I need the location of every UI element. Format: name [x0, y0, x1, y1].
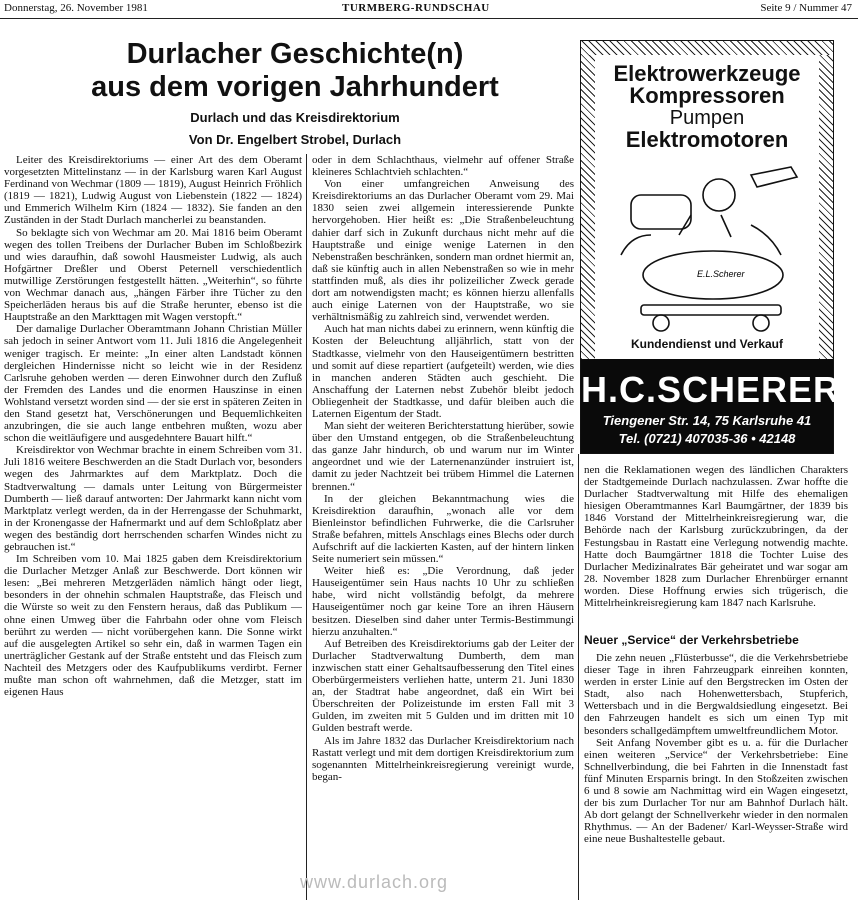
advertisement [580, 40, 841, 454]
page-header [0, 0, 858, 19]
ad-service: Kundendienst und Verkauf [630, 337, 783, 351]
paragraph: oder in dem Schlachthaus, vielmehr auf offener Straße kleineres Schlachtvieh schlachten.“ [312, 154, 574, 179]
ad-line-2: Kompressoren [629, 83, 785, 108]
news-headline: Neuer „Service“ der Verkehrsbetriebe [584, 633, 799, 647]
paragraph: So beklagte sich von Wechmar am 20. Mai 1816 beim Oberamt wegen des tollen Treibens der Durlacher Buben im Schloßbezirk und wies daraufhin, daß sowohl Hausmeister Ludwig, als auch Hofgärtner Dreßler und Oberst Peternell verschiedentlich mutwillige Zerstörungen festgestellt hätten. „Weiterhin“, so führte von Wechmar danach aus, „hängen Färber ihre Tücher zu den Speicherläden heraus bis auf die Straße herunter, ebenso ist die Hauptstraße an den Markttagen mit Wagen verstopft.“ [4, 226, 302, 324]
paragraph: Auch hat man nichts dabei zu erinnern, wenn künftig die Kosten der Beleuchtung alljährlich, statt von der Stadtkasse, vielmehr von den Hauseigentümern bestritten und somit auf diese repartiert (aufgeteilt) werden, wie dies in manchen anderen Städten auch geschieht. Die Anschaffung der Laternen nebst Zubehör bleibt jedoch Obliegenheit der Stadtkasse, und dafür bleiben auch die Laternen Eigentum der Stadt. [312, 323, 574, 420]
paragraph: Seit Anfang November gibt es u. a. für die Durlacher einen weiteren „Service“ der Verkehrsbetriebe: Eine Schnellverbindung, die bei Fahrten in die Innenstadt fast fünf Minuten Ersparnis bringt. In den Stoßzeiten zwischen 6 und 8 sowie am Nachmittag wird ein Wagen eingesetzt, der bis zum Durlacher Tor nur am Bahnhof Durlach hält. Ab dort gelangt der Schnellverkehr wieder in den normalen Rhythmus. — An der Badener/ Karl-Weysser-Straße wird eine neue Bushaltestelle gebaut. [584, 736, 848, 846]
ad-line-3: Pumpen [669, 107, 745, 129]
column-divider [578, 454, 579, 900]
machine-label: E.L.Scherer [697, 269, 745, 279]
paragraph: Kreisdirektor von Wechmar brachte in einem Schreiben vom 31. Juli 1816 weitere Beschwerden an die Stadt Durlach vor, besonders wegen des Jahrmarktes auf dem Marktplatz. Doch die Stadtverwaltung — damals unter Leitung von Bürgermeister Dumberth — ließ darauf antworten: Der Jahrmarkt kann nicht vom Marktplatz verlegt werden, da in der Herrengasse der Schuhmarkt, in der Kronengasse der Hafnermarkt und auf dem Schloßplatz aber wegen des beständig dort herrschenden scharfen Windes nicht zu gebrauchen ist.“ [4, 444, 302, 553]
article-column-2 [312, 154, 574, 902]
ad-line-1: Elektrowerkzeuge [613, 61, 801, 86]
article-title [40, 38, 550, 104]
paragraph: Weiter hieß es: „Die Verordnung, daß jeder Hauseigentümer sein Haus nachts 10 Uhr zu schließen habe, wird nicht vollständig befolgt, da mehrere Hauseigentümer noch gar keine Tore an ihren Häusern besitzen. Dieselben sind daher unter Termis-Bestimmungi hierzu anzuhalten.“ [312, 565, 574, 638]
ad-phone: Tel. (0721) 407035-36 • 42148 [618, 431, 796, 446]
ad-brand: H.C.SCHERER [581, 369, 841, 410]
issue-date: Donnerstag, 26. November 1981 [4, 2, 148, 14]
ad-contact-box [581, 359, 841, 453]
article-column-3 [584, 464, 848, 624]
column-divider [306, 154, 307, 900]
paragraph: In der gleichen Bekanntmachung wies die Kreisdirektion daraufhin, „wonach alle vor dem Bienleinstor befindlichen Fuhrwerke, die die Carlsruher Straße befahren, mittels Anschlags eines Blechs oder durch Aufschrift auf die lackierten Kasten, auf der hintern linken Seite numeriert sein müssen.“ [312, 492, 574, 566]
ad-address: Tiengener Str. 14, 75 Karlsruhe 41 [602, 413, 812, 428]
paragraph: nen die Reklamationen wegen des ländlichen Charakters der Stadtgemeinde Durlach nachzulassen. Zwar hoffte die Durlacher Stadtverwaltung mit Hilfe des ehemaligen hiesigen Oberamtmannes Karl Baumgärtner, der 1839 bis 1846 Vorstand der Mittelrheinkreisregierung war, die Behörde nach der Karlsburg zurückzubringen, da der Festungsbau in Rastatt eine Verlegung notwendig machte. Hatte doch Baumgärtner 1818 die Tochter Luise des Durlacher Medizinalrates Bär geheiratet und war sogar am 28. November 1828 zum Durlacher Ehrenbürger ernannt worden. Diese Hoffnung erwies sich trügerisch, die Mittelrheinkreisregierung kam 1847 nach Karlsruhe. [584, 464, 848, 610]
paragraph: Leiter des Kreisdirektoriums — einer Art des dem Oberamt vorgesetzten Mittelinstanz — in der Karlsburg waren Karl August Ferdinand von Wechmar (1809 — 1819), August Heinrich Fröhlich (1819 — 1821), Ludwig August von Liebenstein (1822 — 1824) und Emmerich Wilhelm Kirn (1824 — 1832). Sie fanden an den Zuständen in der Stadt Durlach mancherlei zu beanstanden. [4, 154, 302, 227]
paragraph: Man sieht der weiteren Berichterstattung hierüber, sowie über den Umstand entgegen, ob die Straßenbeleuchtung das ganze Jahr hindurch, ob und warum nur im Winter angeordnet und wie der Laternenanzünder instruiert ist, damit zu jeder Nachtzeit bei trübem Himmel die Laternen brennen.“ [312, 420, 574, 493]
news-body [584, 652, 848, 900]
title-line-1: Durlacher Geschichte(n) [126, 38, 464, 70]
article-column-1 [4, 154, 302, 902]
newspaper-name: TURMBERG-RUNDSCHAU [342, 2, 490, 14]
paragraph: Von einer umfangreichen Anweisung des Kreisdirektoriums an das Durlacher Oberamt vom 29. Mai 1830 seien zwei allgemein interessierende Punkte hervorgehoben. Hier heißt es: „Die Straßenbeleuchtung dahier darf sich in Zukunft durchaus nicht mehr auf die Hauptstraße und einige wenige Laternen in den Nebenstraßen beschränken, sondern man ordnet hiermit an, daß sie künftig auch in allen Nebenstraßen so wie in mehr stattfinden muß, als dies ihr polizeilicher Zweck gerade dort am notwendigsten macht; es können hierzu allenfalls auch einige Laternen von der Hauptstraße, wo sie verhältnismäßig zu zahlreich sind, verwendet werden. [312, 178, 574, 324]
article-subtitle: Durlach und das Kreisdirektorium [190, 110, 400, 125]
title-line-2: aus dem vorigen Jahrhundert [91, 71, 499, 103]
paragraph: Als im Jahre 1832 das Durlacher Kreisdirektorium nach Rastatt verlegt und mit dem dortigen Kreisdirektorium zum sogenannten Mittelrheinkreisregierung vereinigt wurde, began- [312, 734, 574, 783]
article-author: Von Dr. Engelbert Strobel, Durlach [188, 132, 402, 147]
paragraph: Im Schreiben vom 10. Mai 1825 gaben dem Kreisdirektorium die Durlacher Metzger Anlaß zur Beschwerde. Dort können wir lesen: „Bei mehreren Metzgerläden nämlich hängt oder liegt, besonders in der ohnehin schmalen Hauptstraße, das Fleisch und die Würste so weit zu den Fenstern heraus, daß das Publikum — ohne einen Umweg über die Fahrbahn oder ohne vom Fleisch berührt zu werden — nicht vorübergehen kann. Die Sonne wirkt auf die ausgelegten Artikel so sehr ein, daß in warmen Tagen ein unerträglicher Gestank auf der Straße entsteht und das Fleisch zum Nachteil des Metzgers oder des Kaufpublikums verdirbt. Ferner mußte man schon oft wahrnehmen, daß die Metzger, statt im eigenen Haus [4, 553, 302, 699]
paragraph: Die zehn neuen „Flüsterbusse“, die die Verkehrsbetriebe dieser Tage in ihren Fahrzeugpark einreihen konnten, werden in erster Linie auf den Bergstrecken im Osten der Stadt, also nach Hohenwettersbach, Stupferich, Wettersbach und in die Bergwaldsiedlung eingesetzt. Bei den Fahrzeugen handelt es sich um einen Typ mit besonders schallgedämpftem umweltfreundlichem Motor. [584, 652, 848, 737]
paragraph: Der damalige Durlacher Oberamtmann Johann Christian Müller sah jedoch in seiner Antwort vom 11. Juli 1816 die Angelegenheit weniger tragisch. Er meinte: „In einer alten Landstadt können dergleichen Hindernisse nicht so leicht wie in der Residenz Carlsruhe gehoben werden — deren Einwohner durch den Zufluß der Fremden des Landes und die enormen Hauszinse in einen Wohlstand versetzt worden sind — der sie erst in späteren Zeiten in den Stand gesetzt hat, Verschönerungen und Bequemlichkeiten anzubringen, die sie auch lange entbehren mußten, wozu aber schon die weitläufigere und ausgedehntere Bauart hilft.“ [4, 323, 302, 445]
ad-line-4: Elektromotoren [625, 127, 789, 152]
watermark: www.durlach.org [300, 872, 449, 892]
paragraph: Auf Betreiben des Kreisdirektoriums gab der Leiter der Durlacher Stadtverwaltung Dumberth, dem man inzwischen statt einer Gehaltsaufbesserung den Titel eines Oberbürgermeisters verliehen hatte, unterm 21. Juni 1830 an, der Stadtrat habe angeordnet, daß ein Wirt bei Überschreiten der Polizeistunde im ersten Fall mit 3 Gulden, im zweiten mit 5 Gulden und im dritten mit 10 Gulden bestraft werde. [312, 637, 574, 735]
page-number: Seite 9 / Nummer 47 [760, 2, 852, 14]
tools-cartoon-illustration [601, 155, 813, 335]
ad-border-hatch [581, 41, 833, 55]
